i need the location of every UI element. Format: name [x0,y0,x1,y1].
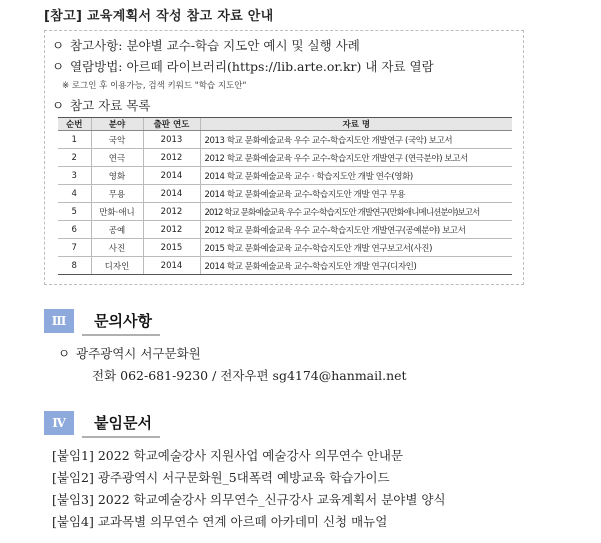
cell-seq: 1 [58,131,91,149]
login-note: ※ 로그인 후 이용가능, 검색 키워드 "학습 지도안" [62,81,247,91]
header-title: 자료 명 [200,118,512,131]
cell-field: 디자인 [91,257,143,275]
cell-year: 2014 [143,167,200,185]
section-title: 붙임문서 [82,412,160,438]
cell-title: 2014 학교 문화예술교육 교수-학습지도안 개발 연구 무용 [200,185,512,203]
table-header-row [58,118,512,131]
table-row [58,131,512,149]
org-name: 광주광역시 서구문화원 [76,346,201,361]
cell-title: 2014 학교 문화예술교육 교수 · 학습지도안 개발 연수(영화) [200,167,512,185]
table-row [58,167,512,185]
section-number-badge: Ⅳ [44,411,74,435]
cell-year: 2013 [143,131,200,149]
cell-title: 2015 학교 문화예술교육 교수-학습지도안 개발 연구보고서(사진) [200,239,512,257]
attachment-item-4: [붙임4] 교과목별 의무연수 연계 아르떼 아카데미 신청 매뉴얼 [52,514,388,529]
header-year: 출판 연도 [143,118,200,131]
cell-year: 2014 [143,257,200,275]
table-row [58,203,512,221]
attachment-item-3: [붙임3] 2022 학교예술강사 의무연수_신규강사 교육계획서 분야별 양식 [52,492,446,507]
bullet-mark: ㅇ [52,98,65,113]
reference-item-label: 참고사항: 분야별 교수-학습 지도안 예시 및 실행 사례 [70,38,360,53]
section-title: 문의사항 [82,310,160,336]
cell-seq: 8 [58,257,91,275]
cell-seq: 3 [58,167,91,185]
cell-year: 2015 [143,239,200,257]
cell-title: 2012 학교 문화예술교육 우수 교수-학습지도안 개발연구(공예분야) 보고서 [200,221,512,239]
reference-item-label: 열람방법: 아르떼 라이브러리(https://lib.arte.or.kr) 내 자료 열람 [70,59,434,74]
cell-title: 2014 학교 문화예술교육 교수-학습지도안 개발 연구(디자인) [200,257,512,275]
cell-year: 2012 [143,203,200,221]
table-row [58,239,512,257]
bullet-mark: ㅇ [58,346,71,361]
cell-seq: 5 [58,203,91,221]
header-seq: 순번 [58,118,91,131]
cell-field: 연극 [91,149,143,167]
table-row [58,221,512,239]
cell-title: 2012 학교 문화예술교육 우수 교수-학습지도안 개발연구 (연극분야) 보고서 [200,149,512,167]
page-title: [참고] 교육계획서 작성 참고 자료 안내 [44,9,274,24]
cell-seq: 4 [58,185,91,203]
attachment-item-1: [붙임1] 2022 학교예술강사 지원사업 예술강사 의무연수 안내문 [52,448,404,463]
reference-item-notes [52,36,360,54]
cell-year: 2012 [143,149,200,167]
cell-title: 2012 학교 문화예술교육 우수 교수·학습지도안 개발연구(만화애니메니션분야)보고서 [200,203,512,221]
table-row [58,185,512,203]
cell-year: 2012 [143,221,200,239]
table-row [58,257,512,275]
reference-item-access [52,57,434,75]
cell-seq: 2 [58,149,91,167]
cell-field: 사진 [91,239,143,257]
cell-title: 2013 학교 문화예술교육 우수 교수-학습지도안 개발연구 (국악) 보고서 [200,131,512,149]
cell-field: 무용 [91,185,143,203]
cell-seq: 7 [58,239,91,257]
attachment-item-2: [붙임2] 광주광역시 서구문화원_5대폭력 예방교육 학습가이드 [52,470,390,485]
bullet-mark: ㅇ [52,38,65,53]
bullet-mark: ㅇ [52,59,65,74]
cell-field: 영화 [91,167,143,185]
inquiry-org [58,344,201,362]
cell-year: 2014 [143,185,200,203]
cell-field: 국악 [91,131,143,149]
table-row [58,149,512,167]
reference-table [58,117,512,275]
reference-item-label: 참고 자료 목록 [70,98,151,113]
cell-field: 공예 [91,221,143,239]
section-number-badge: Ⅲ [44,309,74,333]
reference-item-list [52,96,150,114]
cell-field: 만화·애니 [91,203,143,221]
cell-seq: 6 [58,221,91,239]
header-field: 분야 [91,118,143,131]
inquiry-contact: 전화 062-681-9230 / 전자우편 sg4174@hanmail.net [92,368,407,383]
